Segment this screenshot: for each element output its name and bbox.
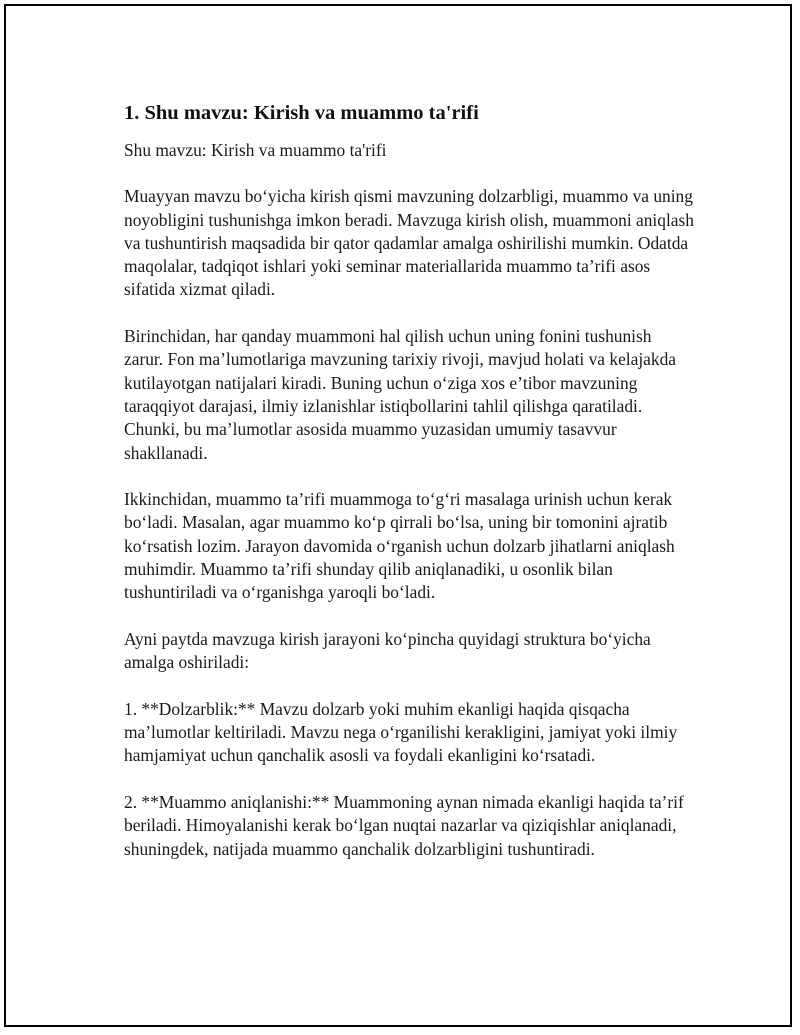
page-frame — [4, 4, 792, 1027]
document-body — [124, 100, 694, 884]
list-item-relevance: 1. **Dolzarblik:** Mavzu dolzarb yoki muhim ekanligi haqida qisqacha maʼlumotlar keltiriladi. Mavzu nega oʻrganilishi kerakligini, jamiyat yoki ilmiy hamjamiyat uchun qanchalik asosli va foydali ekanligini koʻrsatadi. — [124, 698, 678, 766]
subtitle: Shu mavzu: Kirish va muammo ta'rifi — [124, 140, 387, 160]
paragraph-intro: Muayyan mavzu boʻyicha kirish qismi mavzuning dolzarbligi, muammo va uning noyobligini tushunishga imkon beradi. Mavzuga kirish olish, muammoni aniqlash va tushuntirish maqsadida bir qator qadamlar amalga oshirilishi mumkin. Odatda maqolalar, tadqiqot ishlari yoki seminar materiallarida muammo taʼrifi asos sifatida xizmat qiladi. — [124, 186, 694, 300]
paragraph-first: Birinchidan, har qanday muammoni hal qilish uchun uning fonini tushunish zarur. Fon maʼlumotlariga mavzuning tarixiy rivoji, mavjud holati va kelajakda kutilayotgan natijalari kiradi. Buning uchun oʻziga xos eʼtibor mavzuning taraqqiyot darajasi, ilmiy izlanishlar istiqbollarini tahlil qilishga qaratiladi. Chunki, bu maʼlumotlar asosida muammo yuzasidan umumiy tasavvur shakllanadi. — [124, 326, 676, 463]
paragraph-structure: Ayni paytda mavzuga kirish jarayoni koʻpincha quyidagi struktura boʻyicha amalga oshiriladi: — [124, 628, 651, 673]
paragraph-second: Ikkinchidan, muammo taʼrifi muammoga toʻgʻri masalaga urinish uchun kerak boʻladi. Masalan, agar muammo koʻp qirrali boʻlsa, uning bir tomonini ajratib koʻrsatish lozim. Jarayon davomida oʻrganish uchun dolzarb jihatlarni aniqlash muhimdir. Muammo taʼrifi shunday qilib aniqlanadiki, u osonlik bilan tushuntiriladi va oʻrganishga yaroqli boʻladi. — [124, 489, 675, 603]
page-title: 1. Shu mavzu: Kirish va muammo ta'rifi — [124, 102, 479, 124]
list-item-problem-definition: 2. **Muammo aniqlanishi:** Muammoning aynan nimada ekanligi haqida taʼrif beriladi. Himoyalanishi kerak boʻlgan nuqtai nazarlar va qiziqishlar aniqlanadi, shuningdek, natijada muammo qanchalik dolzarbligini tushuntiradi. — [124, 792, 684, 859]
